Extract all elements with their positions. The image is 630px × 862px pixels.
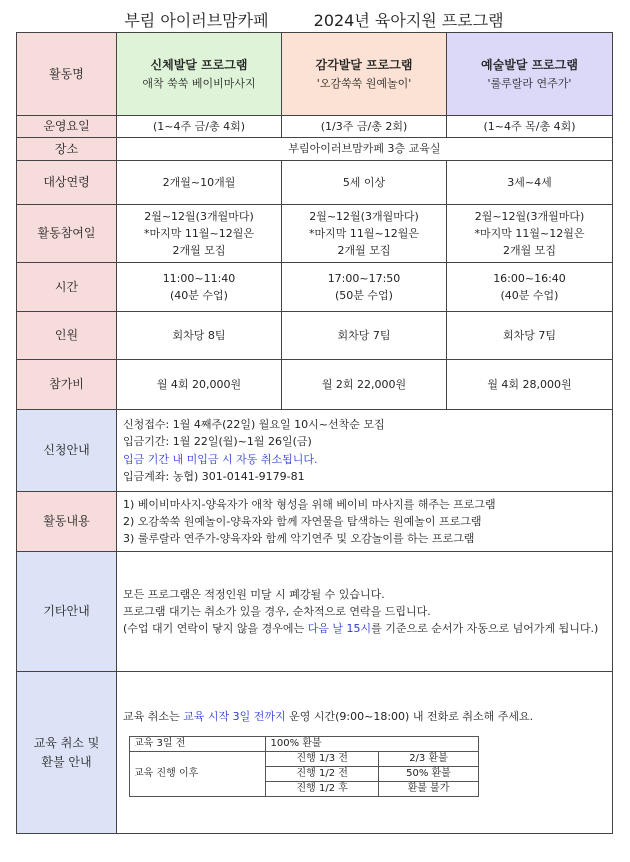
row-days [17, 116, 613, 138]
time-1-range: 11:00~11:40 [162, 271, 236, 285]
program-subtitle-2: '오감쑥쑥 원예놀이' [316, 76, 412, 90]
fee-3: 월 4회 28,000원 [447, 360, 613, 410]
content-line: 2) 오감쑥쑥 원예놀이-양육자와 함께 자연물을 탐색하는 원예놀이 프로그램 [123, 514, 482, 528]
program-subtitle-3: '룰루랄라 연주가' [487, 76, 572, 90]
refund-highlight: 교육 시작 3일 전까지 [183, 710, 286, 724]
other-line: 프로그램 대기는 취소가 있을 경우, 순차적으로 연락을 드립니다. [123, 604, 431, 618]
label-fee: 참가비 [17, 360, 117, 410]
refund-line-part: 교육 취소는 [123, 710, 184, 724]
apply-line: 입금기간: 1월 22일(월)~1월 26일(금) [123, 435, 312, 449]
row-other [17, 552, 613, 672]
label-apply: 신청안내 [17, 410, 117, 492]
apply-line: 신청접수: 1월 4째주(22일) 월요일 10시~선착순 모집 [123, 418, 385, 432]
program-table [16, 32, 613, 834]
row-content [17, 492, 613, 552]
refund-value: 2/3 환불 [378, 751, 478, 766]
program-subtitle-1: 애착 쑥쑥 베이비마사지 [142, 76, 256, 90]
row-participation [17, 205, 613, 263]
other-highlight: 다음 날 15시 [307, 622, 372, 636]
days-2: (1/3주 금/총 2회) [282, 116, 447, 138]
row-age [17, 161, 613, 205]
other-line: 모든 프로그램은 적정인원 미달 시 폐강될 수 있습니다. [123, 587, 385, 601]
place-value: 부림아이러브맘카페 3층 교육실 [117, 138, 613, 161]
time-2 [282, 263, 447, 312]
refund-row [130, 736, 479, 751]
time-1-duration: (40분 수업) [170, 289, 228, 302]
label-other: 기타안내 [17, 552, 117, 672]
participation-2-line: 2월~12월(3개월마다) [309, 209, 419, 223]
participation-3-line: *마지막 11월~12월은 [474, 226, 585, 240]
content-line: 3) 룰루랄라 연주가-양육자와 함께 악기연주 및 오감놀이를 하는 프로그램 [123, 532, 475, 546]
content-notice [117, 492, 613, 552]
age-3: 3세~4세 [447, 161, 613, 205]
apply-warning: 입금 기간 내 미입금 시 자동 취소됩니다. [123, 452, 318, 466]
participation-1 [117, 205, 282, 263]
participation-1-line: 2월~12월(3개월마다) [144, 209, 254, 223]
time-3-range: 16:00~16:40 [493, 271, 566, 285]
content-line: 1) 베이비마사지-양육자가 애착 형성을 위해 베이비 마사지를 해주는 프로그램 [123, 497, 496, 511]
label-people: 인원 [17, 312, 117, 360]
refund-stage: 진행 1/2 전 [266, 766, 378, 781]
program-title-3: 예술발달 프로그램 [481, 58, 578, 73]
days-1: (1~4주 금/총 4회) [117, 116, 282, 138]
row-activity [17, 33, 613, 116]
row-apply [17, 410, 613, 492]
fee-2: 월 2회 22,000원 [282, 360, 447, 410]
label-activity: 활동명 [17, 33, 117, 116]
row-place [17, 138, 613, 161]
people-3: 회차당 7팀 [447, 312, 613, 360]
row-fee [17, 360, 613, 410]
participation-3 [447, 205, 613, 263]
refund-line [123, 708, 612, 725]
label-time: 시간 [17, 263, 117, 312]
people-2: 회차당 7팀 [282, 312, 447, 360]
refund-stage: 진행 1/2 후 [266, 781, 378, 796]
apply-account: 입금계좌: 농협) 301-0141-9179-81 [123, 469, 305, 483]
time-1 [117, 263, 282, 312]
title-program: 2024년 육아지원 프로그램 [313, 11, 504, 30]
age-1: 2개월~10개월 [117, 161, 282, 205]
people-1: 회차당 8팀 [117, 312, 282, 360]
refund-value: 환불 불가 [378, 781, 478, 796]
time-2-range: 17:00~17:50 [327, 271, 401, 285]
participation-1-line: 2개월 모집 [172, 244, 226, 258]
apply-notice [117, 410, 613, 492]
fee-1: 월 4회 20,000원 [117, 360, 282, 410]
label-content: 활동내용 [17, 492, 117, 552]
label-participation: 활동참여일 [17, 205, 117, 263]
program-title-2: 감각발달 프로그램 [315, 58, 413, 73]
refund-row [130, 751, 479, 766]
participation-2 [282, 205, 447, 263]
time-3-duration: (40분 수업) [500, 289, 559, 302]
title-brand: 부림 아이러브맘카페 [124, 11, 269, 30]
other-line-part: 를 기준으로 순서가 자동으로 넘어가게 됩니다.) [371, 622, 599, 636]
participation-3-line: 2개월 모집 [503, 244, 556, 258]
age-2: 5세 이상 [282, 161, 447, 205]
page-title [16, 10, 612, 33]
program-title-1: 신체발달 프로그램 [150, 58, 248, 73]
row-time [17, 263, 613, 312]
refund-value: 50% 환불 [378, 766, 478, 781]
refund-line-part: 운영 시간(9:00~18:00) 내 전화로 취소해 주세요. [285, 710, 534, 724]
row-people [17, 312, 613, 360]
other-notice [117, 552, 613, 672]
program-header-1 [117, 33, 282, 116]
participation-2-line: 2개월 모집 [337, 244, 391, 258]
label-refund: 교육 취소 및 환불 안내 [17, 672, 117, 834]
refund-before-label: 교육 3일 전 [130, 736, 266, 751]
label-days: 운영요일 [17, 116, 117, 138]
participation-2-line: *마지막 11월~12월은 [309, 226, 419, 240]
label-place: 장소 [17, 138, 117, 161]
other-line-part: (수업 대기 연락이 닿지 않을 경우에는 [123, 622, 308, 636]
refund-notice [117, 672, 613, 834]
days-3: (1~4주 목/총 4회) [447, 116, 613, 138]
participation-1-line: *마지막 11월~12월은 [144, 226, 254, 240]
program-header-3 [447, 33, 613, 116]
refund-table [129, 736, 479, 797]
time-2-duration: (50분 수업) [335, 289, 393, 302]
row-refund [17, 672, 613, 834]
refund-after-label: 교육 진행 이후 [130, 751, 266, 796]
refund-before-value: 100% 환불 [266, 736, 479, 751]
other-line [123, 620, 612, 637]
participation-3-line: 2월~12월(3개월마다) [474, 209, 585, 223]
program-header-2 [282, 33, 447, 116]
time-3 [447, 263, 613, 312]
label-age: 대상연령 [17, 161, 117, 205]
refund-stage: 진행 1/3 전 [266, 751, 378, 766]
